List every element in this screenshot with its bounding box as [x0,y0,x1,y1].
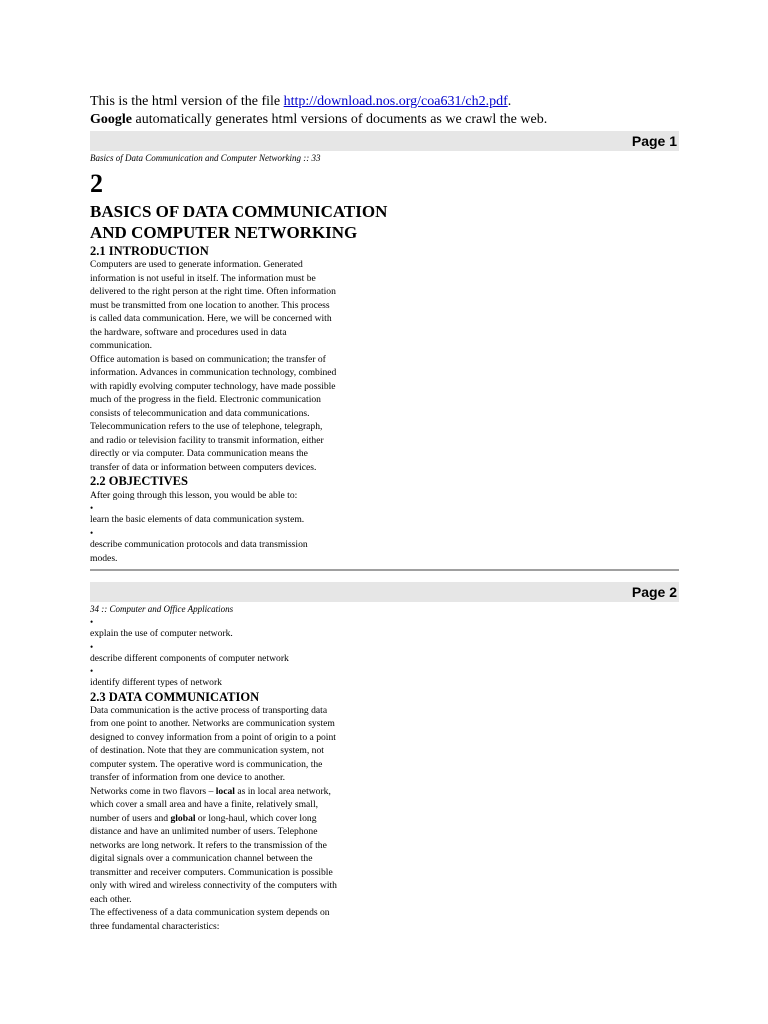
section-heading-data-communication: 2.3 DATA COMMUNICATION [90,689,260,704]
page-2-content [90,604,420,933]
paragraph-line: with rapidly evolving computer technology, have made possible [90,380,336,392]
paragraph-line: transfer of information from one device to another. [90,772,286,783]
notice-line2-text: automatically generates html versions of documents as we crawl the web. [132,112,548,127]
paragraph-line: distance and have an unlimited number of users. Telephone [90,826,318,837]
chapter-title-line-2: AND COMPUTER NETWORKING [90,223,358,242]
paragraph-line: Computers are used to generate information. Generated [90,259,303,270]
paragraph-line: computer system. The operative word is communication, the [90,758,323,770]
objectives-intro: After going through this lesson, you would be able to: [90,490,298,501]
paragraph-line: The effectiveness of a data communication system depends on [90,907,330,918]
page-1-bar [90,131,679,151]
objective-item: explain the use of computer network. [90,628,233,639]
paragraph-line: must be transmitted from one location to another. This process [90,299,330,311]
introduction-paragraph [90,258,420,474]
bullet: • [90,528,94,538]
data-communication-paragraph [90,704,420,785]
google-label: Google [90,112,132,127]
networks-line-3 [90,812,420,826]
cache-notice [90,93,690,129]
networks-line-1 [90,785,420,799]
page-1-label: Page 1 [631,133,677,149]
paragraph-line: transfer of data or information between computers devices. [90,461,317,473]
paragraph-line: delivered to the right person at the right time. Often information [90,286,336,297]
objective-item: describe different components of computer network [90,652,289,664]
paragraph-line: Office automation is based on communication; the transfer of [90,353,326,365]
page-1-content [90,153,420,565]
page-2-label: Page 2 [631,584,677,600]
networks-line-2: which cover a small area and have a finite, relatively small, [90,799,319,810]
bullet: • [90,666,94,676]
paragraph-line: communication. [90,340,153,351]
section-heading-introduction: 2.1 INTRODUCTION [90,244,209,258]
paragraph-line: three fundamental characteristics: [90,920,220,932]
chapter-title-line-1: BASICS OF DATA COMMUNICATION [90,202,388,221]
networks-paragraph-rest [90,825,420,933]
paragraph-line: transmitter and receiver computers. Communication is possible [90,866,333,878]
networks-text: or long-haul, which cover long [195,812,317,824]
bullet: • [90,617,94,627]
page-2-bar [90,582,679,602]
chapter-number: 2 [90,169,103,198]
section-heading-objectives: 2.2 OBJECTIVES [90,474,188,488]
notice-suffix: . [507,94,512,109]
paragraph-line: only with wired and wireless connectivity of the computers with [90,880,337,891]
objective-item: learn the basic elements of data communication system. [90,513,305,525]
running-header-page-2: 34 :: Computer and Office Applications [90,604,234,614]
paragraph-line: information is not useful in itself. The information must be [90,272,316,284]
paragraph-line: and radio or television facility to transmit information, either [90,434,324,446]
paragraph-line: designed to convey information from a point of origin to a point [90,731,336,743]
notice-line-1 [90,93,690,111]
paragraph-line: of destination. Note that they are communication system, not [90,745,324,756]
running-header-page-1: Basics of Data Communication and Computer Networking :: 33 [90,153,321,163]
paragraph-line: Telecommunication refers to the use of telephone, telegraph, [90,421,323,432]
paragraph-line: much of the progress in the field. Electronic communication [90,394,321,405]
page-divider [90,569,679,571]
networks-text: Networks come in two flavors – [90,785,216,797]
paragraph-line: digital signals over a communication channel between the [90,853,313,864]
paragraph-line: Data communication is the active process of transporting data [90,704,328,716]
paragraph-line: information. Advances in communication technology, combined [90,367,337,378]
bullet: • [90,641,94,652]
paragraph-line: networks are long network. It refers to the transmission of the [90,839,327,851]
objective-item: identify different types of network [90,677,222,688]
paragraph-line: each other. [90,893,132,905]
paragraph-line: the hardware, software and procedures used in data [90,326,287,338]
paragraph-line: from one point to another. Networks are communication system [90,718,335,729]
bullet: • [90,502,94,513]
networks-text: number of users and [90,812,171,824]
notice-prefix: This is the html version of the file [90,94,284,109]
networks-text: as in local area network, [234,785,331,797]
term-global: global [170,812,196,824]
paragraph-line: is called data communication. Here, we will be concerned with [90,313,332,324]
term-local: local [215,785,235,797]
notice-line-2 [90,111,690,129]
paragraph-line: directly or via computer. Data communication means the [90,448,308,459]
source-pdf-link[interactable]: http://download.nos.org/coa631/ch2.pdf [283,94,508,109]
objective-item-continued: modes. [90,552,118,564]
objective-item: describe communication protocols and data transmission [90,539,308,550]
paragraph-line: consists of telecommunication and data communications. [90,407,310,419]
